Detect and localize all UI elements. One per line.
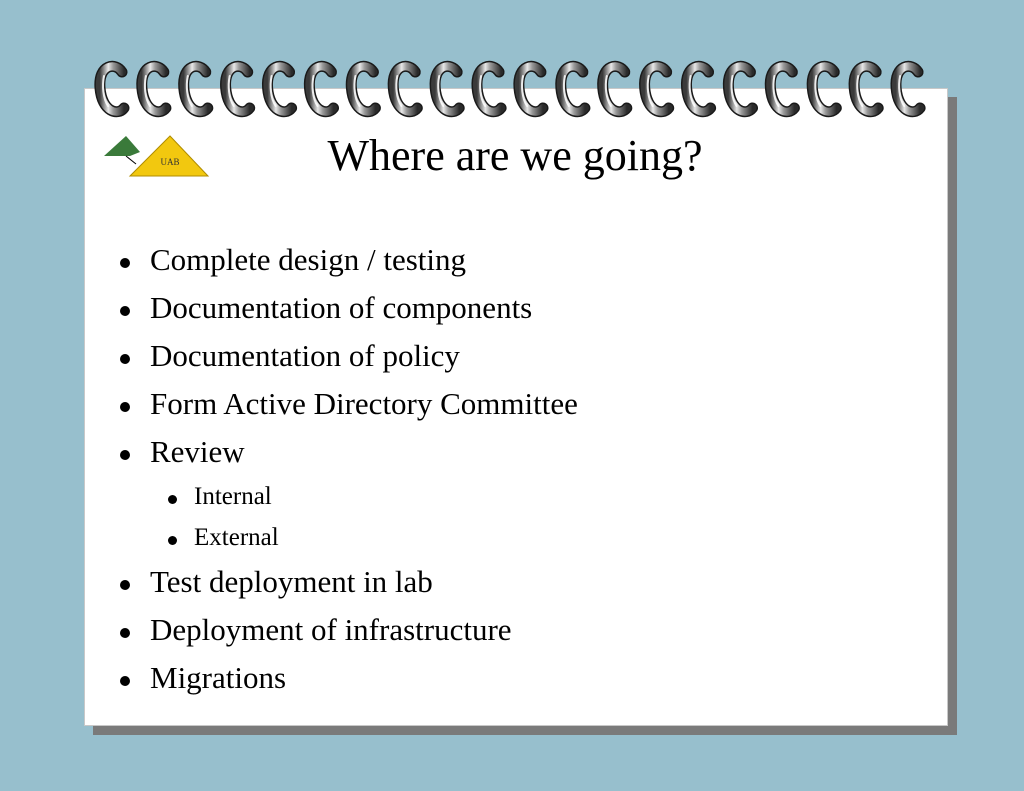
bullet-item	[118, 288, 578, 336]
bullet-list	[118, 240, 578, 706]
logo-connector-line	[126, 156, 136, 164]
bullet-text: Complete design / testing	[150, 242, 466, 277]
bullet-text: Test deployment in lab	[150, 564, 433, 599]
sub-bullet-dot	[168, 495, 177, 504]
bullet-text: Review	[150, 434, 245, 469]
binder-rings	[88, 58, 938, 124]
bullet-dot	[120, 628, 130, 638]
bullet-item	[118, 336, 578, 384]
logo-green-triangle	[104, 136, 140, 156]
bullet-item	[118, 384, 578, 432]
bullet-item	[118, 658, 578, 706]
bullet-dot	[120, 306, 130, 316]
bullet-dot	[120, 580, 130, 590]
bullet-item	[118, 562, 578, 610]
sub-bullet-dot	[168, 536, 177, 545]
bullet-item	[118, 610, 578, 658]
sub-bullet-text: Internal	[194, 483, 272, 510]
slide-title: Where are we going?	[327, 131, 703, 180]
sub-bullet-item	[118, 521, 578, 562]
bullet-text: Documentation of components	[150, 290, 533, 325]
bullet-dot	[120, 450, 130, 460]
sub-bullet-item	[118, 480, 578, 521]
bullet-dot	[120, 402, 130, 412]
bullet-text: Deployment of infrastructure	[150, 612, 512, 647]
bullet-item	[118, 240, 578, 288]
bullet-text: Form Active Directory Committee	[150, 386, 578, 421]
bullet-dot	[120, 354, 130, 364]
logo-text: UAB	[160, 157, 180, 167]
bullet-dot	[120, 258, 130, 268]
sub-bullet-text: External	[194, 524, 279, 551]
bullet-text: Migrations	[150, 660, 287, 695]
bullet-dot	[120, 676, 130, 686]
bullet-item	[118, 432, 578, 480]
bullet-text: Documentation of policy	[150, 338, 460, 373]
